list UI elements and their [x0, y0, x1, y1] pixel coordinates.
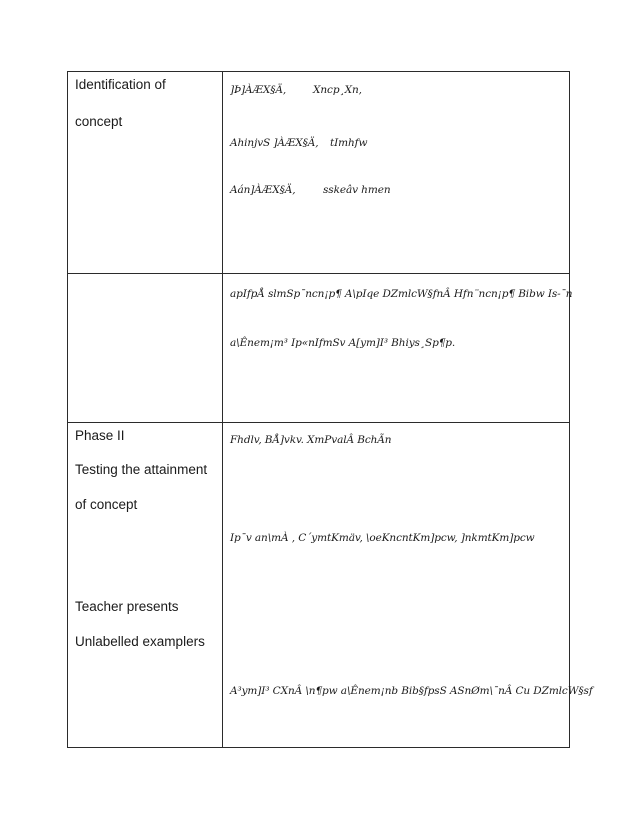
activity-text-line: Ip¯v an\mÀ , C´ymtKmäv, \oeKncntKm]pcw, ]nkmtKm]pcw	[230, 532, 535, 544]
phase-label-line: of concept	[75, 497, 138, 512]
activity-text-line: Xncp¸Xn,	[313, 84, 362, 96]
phase-label-line: Unlabelled examplers	[75, 634, 205, 649]
phase-label-line: Teacher presents	[75, 599, 179, 614]
lesson-plan-table	[67, 71, 593, 748]
activity-text-line: a\Ênem¡m³ Ip«nIfmSv A[ym]I³ Bhiys¸Sp¶p.	[230, 337, 456, 349]
activity-cell	[223, 72, 570, 274]
phase-label-line: Testing the attainment	[75, 462, 208, 477]
activity-cell	[223, 274, 573, 423]
phase-label-line: concept	[75, 114, 123, 129]
table-row	[68, 274, 570, 423]
activity-text-line: sskeâv hmen	[323, 184, 391, 196]
table-row	[68, 423, 570, 748]
activity-text-line: AhinjvS ]ÀÆX§Ä,	[230, 137, 319, 149]
activity-text-line: Aán]ÀÆX§Ä,	[230, 184, 296, 196]
phase-label-line: Phase II	[75, 428, 125, 443]
phase-cell	[68, 274, 223, 423]
activity-text-line: A³ym]I³ CXnÂ \n¶pw a\Ênem¡nb Bib§fpsS ASnØm\¯nÂ Cu DZmlcW§sf	[230, 685, 593, 697]
activity-text-line: Fhdlv, BÅ]vkv. XmPvalÂ BchÃn	[230, 434, 392, 446]
phase-cell	[68, 72, 223, 274]
phase-cell	[68, 423, 223, 748]
activity-text-line: apIfpÅ slmSp¯ncn¡p¶ A\pIqe DZmlcW§fnÂ Hfn¨ncn¡p¶ Bibw Is-¯n	[230, 288, 573, 300]
activity-text-line: ]Þ]ÀÆX§Ä,	[230, 84, 287, 96]
activity-cell	[223, 423, 593, 748]
activity-text-line: tImhfw	[330, 137, 368, 149]
phase-label-line: Identification of	[75, 77, 166, 92]
table-row	[68, 72, 570, 274]
